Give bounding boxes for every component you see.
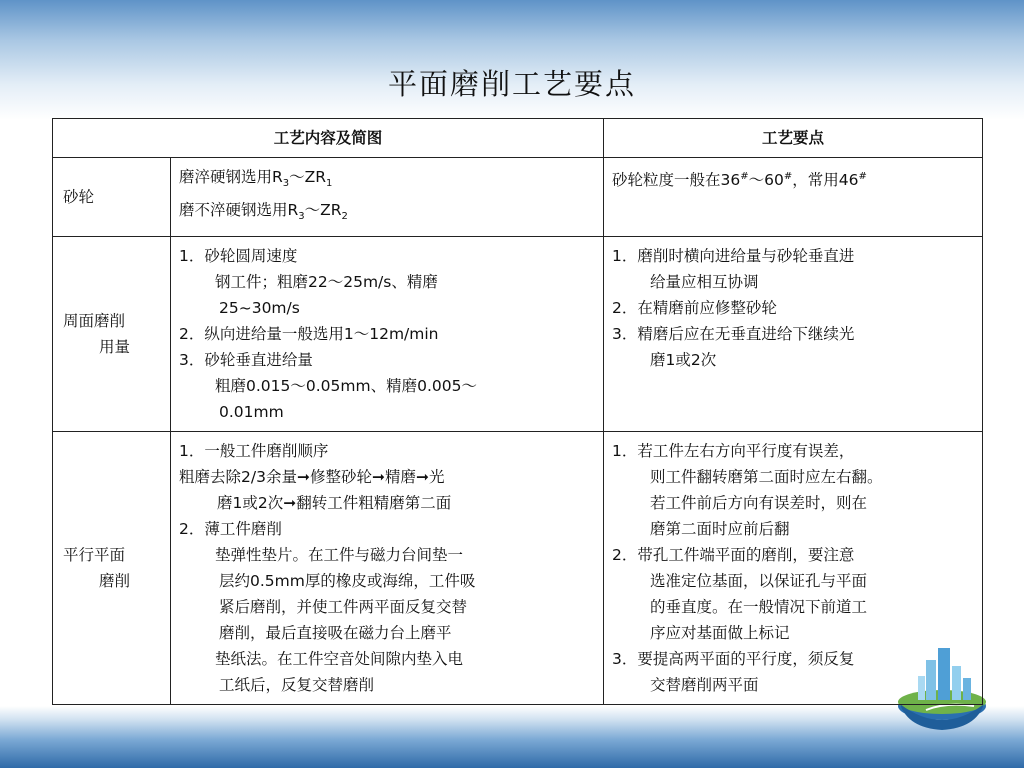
arrow-right-icon: ➞ [283,494,297,513]
points-line: 则工件翻转磨第二面时应左右翻。 [650,468,883,487]
row-label: 周面磨削 用量 [53,237,171,432]
row-points [604,158,983,237]
content-line: 2．薄工件磨削 [179,520,282,539]
header-points: 工艺要点 [604,119,983,158]
content-line: 层约0.5mm厚的橡皮或海绵，工件吸 [219,572,476,591]
row-label: 砂轮 [53,158,171,237]
row-content [171,237,604,432]
content-line: 垫弹性垫片。在工件与磁力台间垫一 [215,546,464,565]
points-line: 序应对基面做上标记 [650,624,790,643]
arrow-right-icon: ➞ [415,468,429,487]
table-row [53,237,983,432]
process-table [52,118,983,705]
content-line: 25~30m/s [219,299,300,318]
content-line: 工纸后，反复交替磨削 [219,676,375,695]
content-line: 2．纵向进给量一般选用1～12m/min [179,325,439,344]
content-line: 磨不淬硬钢选用$R_3\sim ZR_2$ [179,201,348,223]
points-line: 交替磨削两平面 [650,676,759,695]
row-content [171,158,604,237]
content-line: 磨削，最后直接吸在磁力台上磨平 [219,624,452,643]
points-line: 3．要提高两平面的平行度，须反复 [612,650,855,669]
page-title: 平面磨削工艺要点 [387,67,636,101]
content-line: 磨淬硬钢选用$R_3\sim ZR_1$ [179,168,333,190]
content-line: 1．一般工件磨削顺序 [179,442,329,461]
points-line: 2．在精磨前应修整砂轮 [612,299,777,318]
points-line: 选准定位基面，以保证孔与平面 [650,572,868,591]
content-line: 磨1或2次➞翻转工件粗精磨第二面 [217,494,452,513]
content-line: 垫纸法。在工件空音处间隙内垫入电 [215,650,464,669]
points-line: 2．带孔工件端平面的磨削，要注意 [612,546,855,565]
content-line: 3．砂轮垂直进给量 [179,351,313,370]
table-header-row [53,119,983,158]
points-line: 3．精磨后应在无垂直进给下继续光 [612,325,855,344]
header-content: 工艺内容及简图 [53,119,604,158]
points-line: 的垂直度。在一般情况下前道工 [650,598,868,617]
table-row [53,432,983,705]
arrow-right-icon: ➞ [296,468,310,487]
content-line: 0.01mm [219,403,284,422]
row-label: 平行平面 磨削 [53,432,171,705]
content-line: 粗磨去除2/3余量➞修整砂轮➞精磨➞光 [179,468,445,487]
bottom-decorative-band [0,706,1024,768]
row-points [604,237,983,432]
points-line: 砂轮粒度一般在36#～60#，常用46# [612,171,867,190]
content-line: 钢工件；粗磨22～25m/s、精磨 [215,273,438,292]
points-line: 若工件前后方向有误差时，则在 [650,494,868,513]
content-line: 1．砂轮圆周速度 [179,247,298,266]
points-line: 磨1或2次 [650,351,717,370]
arrow-right-icon: ➞ [371,468,385,487]
content-line: 粗磨0.015～0.05mm、精磨0.005～ [215,377,477,396]
row-points [604,432,983,705]
points-line: 磨第二面时应前后翻 [650,520,790,539]
table-row [53,158,983,237]
content-line: 紧后磨削，并使工件两平面反复交替 [219,598,468,617]
points-line: 1．若工件左右方向平行度有误差， [612,442,855,461]
points-line: 1．磨削时横向进给量与砂轮垂直进 [612,247,855,266]
points-line: 给量应相互协调 [650,273,759,292]
row-content [171,432,604,705]
